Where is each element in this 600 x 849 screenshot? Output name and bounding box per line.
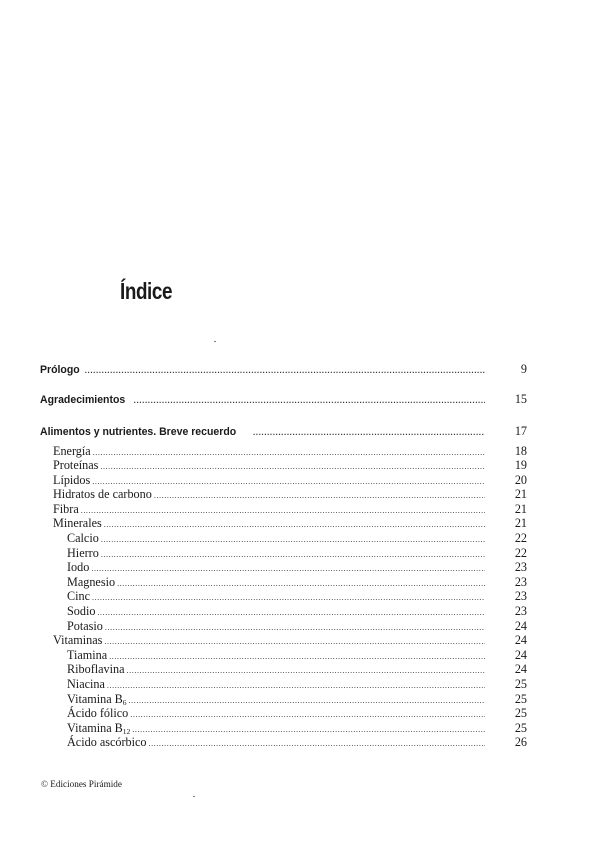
toc-entry-page: 26	[514, 735, 527, 750]
subscript: 6	[122, 697, 127, 707]
copyright-footer: © Ediciones Pirámide	[41, 779, 122, 789]
toc-entry-label: Hidratos de carbono	[53, 487, 152, 502]
dot-leader	[91, 564, 485, 573]
toc-entry-riboflavina[interactable]	[40, 662, 527, 677]
toc-entry-niacina[interactable]	[40, 677, 527, 692]
toc-entry-label: Calcio	[67, 531, 99, 546]
dot-leader	[101, 535, 485, 544]
toc-entry-agradecimientos[interactable]	[40, 392, 527, 406]
dot-leader	[93, 448, 485, 457]
toc-entry-page: 24	[514, 618, 527, 633]
toc-entry-page: 18	[514, 443, 527, 458]
toc-entry-page: 25	[514, 677, 527, 691]
toc-entry-label: Energía	[53, 443, 91, 458]
dot-leader	[97, 608, 485, 617]
dot-leader	[154, 491, 485, 500]
toc-entry-label: Sodio	[67, 604, 96, 619]
toc-entry-label: Iodo	[67, 560, 90, 575]
toc-entry-iodo[interactable]	[40, 560, 527, 575]
toc-entry-hidratos[interactable]	[40, 487, 527, 502]
toc-entry-page: 17	[514, 423, 527, 438]
toc-entry-label	[67, 721, 130, 736]
toc-entry-label: Riboflavina	[67, 662, 125, 677]
toc-entry-page: 23	[514, 589, 527, 604]
dot-leader	[104, 520, 485, 529]
dot-leader	[100, 462, 485, 471]
toc-entry-page: 20	[514, 472, 527, 487]
toc-entry-energia[interactable]	[40, 444, 527, 459]
scan-speck	[193, 796, 195, 797]
toc-entry-magnesio[interactable]	[40, 575, 527, 590]
toc-entry-label: Alimentos y nutrientes. Breve recuerdo	[40, 425, 237, 438]
dot-leader	[92, 477, 485, 486]
toc-entry-label: Agradecimientos	[40, 394, 126, 406]
toc-entry-page: 9	[520, 362, 527, 376]
toc-entry-label: Potasio	[67, 618, 103, 633]
dot-leader	[132, 725, 485, 734]
toc-entry-page: 22	[514, 531, 527, 546]
toc-entry-label: Cinc	[67, 589, 91, 604]
toc-entry-page: 22	[514, 545, 527, 560]
toc-entry-page: 21	[514, 501, 527, 516]
toc-entry-cinc[interactable]	[40, 589, 527, 604]
toc-entry-fibra[interactable]	[40, 502, 527, 517]
spacer	[40, 376, 527, 392]
dot-leader	[81, 506, 485, 515]
dot-leader	[85, 366, 485, 375]
toc-entry-page: 23	[514, 574, 527, 589]
toc-entry-potasio[interactable]	[40, 619, 527, 634]
toc-entry-label: Proteínas	[53, 458, 99, 473]
toc-entry-label: Hierro	[67, 545, 99, 560]
toc-entry-acido-folico[interactable]	[40, 706, 527, 721]
toc-entry-label: Magnesio	[67, 574, 116, 589]
page-title: Índice	[120, 278, 173, 304]
toc-entry-proteinas[interactable]	[40, 458, 527, 473]
toc-entry-label: Lípidos	[53, 472, 91, 487]
toc-entry-page: 24	[514, 633, 527, 648]
toc-entry-label: Fibra	[53, 501, 79, 516]
scan-speck	[214, 341, 216, 342]
toc-entry-page: 25	[514, 720, 527, 735]
table-of-contents	[40, 362, 527, 750]
dot-leader	[109, 652, 485, 661]
toc-entry-acido-ascorbico[interactable]	[40, 735, 527, 750]
dot-leader	[130, 710, 485, 719]
toc-entry-hierro[interactable]	[40, 546, 527, 561]
dot-leader	[105, 623, 485, 632]
toc-entry-calcio[interactable]	[40, 531, 527, 546]
toc-entry-label: Minerales	[53, 516, 102, 531]
toc-entry-page: 19	[514, 458, 527, 473]
dot-leader	[253, 428, 485, 437]
toc-entry-label: Niacina	[67, 677, 105, 691]
dot-leader	[101, 550, 485, 559]
toc-entry-alimentos[interactable]	[40, 424, 527, 438]
dot-leader	[127, 666, 485, 675]
dot-leader	[107, 681, 485, 690]
toc-entry-label: Vitaminas	[53, 633, 103, 648]
toc-entry-page: 21	[514, 516, 527, 531]
toc-entry-sodio[interactable]	[40, 604, 527, 619]
toc-entry-lipidos[interactable]	[40, 473, 527, 488]
toc-entry-page: 23	[514, 604, 527, 619]
toc-entry-prologo[interactable]	[40, 362, 527, 376]
toc-entry-minerales[interactable]	[40, 516, 527, 531]
dot-leader	[104, 637, 485, 646]
toc-entry-label: Prólogo	[40, 364, 80, 376]
toc-entry-vitamina-b12[interactable]	[40, 721, 527, 736]
toc-entry-page: 25	[514, 706, 527, 721]
toc-entry-tiamina[interactable]	[40, 648, 527, 663]
toc-entry-vitamina-b6[interactable]	[40, 692, 527, 707]
toc-entry-page: 24	[514, 647, 527, 662]
toc-entry-page: 21	[514, 487, 527, 502]
dot-leader	[129, 696, 485, 705]
subscript: 12	[122, 726, 131, 736]
toc-entry-label-text: Vitamina B	[67, 691, 123, 706]
toc-entry-label: Tiamina	[67, 647, 108, 662]
toc-entry-page: 24	[514, 662, 527, 677]
toc-entry-label	[67, 692, 127, 707]
toc-entry-label: Ácido ascórbico	[67, 735, 147, 750]
toc-entry-vitaminas[interactable]	[40, 633, 527, 648]
dot-leader	[134, 396, 485, 405]
toc-entry-page: 23	[514, 560, 527, 575]
spacer	[40, 406, 527, 424]
toc-entry-label: Ácido fólico	[67, 706, 129, 721]
toc-entry-label-text: Vitamina B	[67, 720, 123, 735]
dot-leader	[149, 739, 485, 748]
toc-entry-page: 15	[514, 392, 527, 406]
dot-leader	[92, 593, 485, 602]
toc-entry-page: 25	[514, 691, 527, 706]
dot-leader	[117, 579, 485, 588]
